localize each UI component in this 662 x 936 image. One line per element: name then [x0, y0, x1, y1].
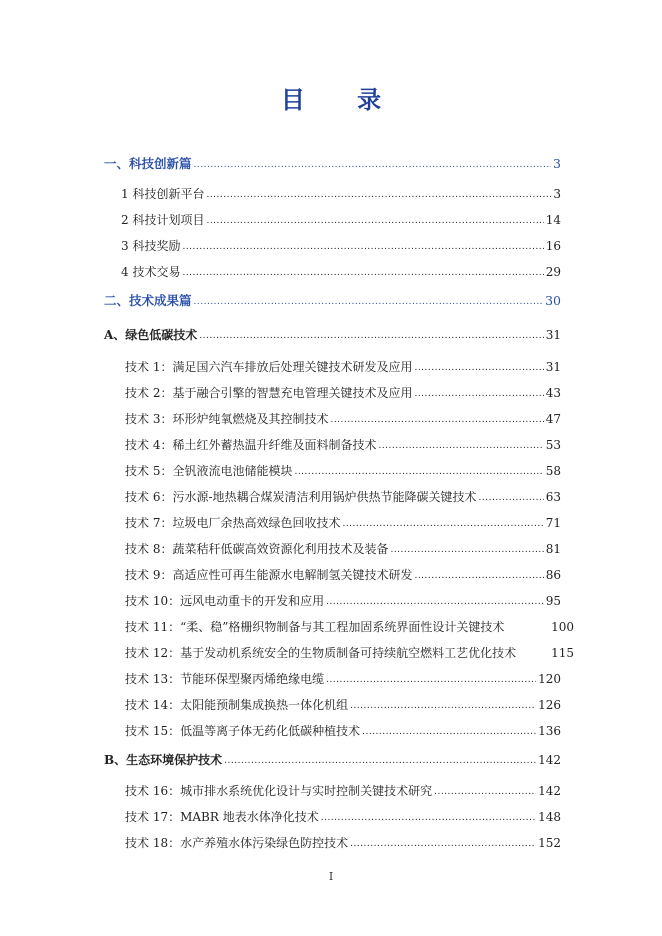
toc-leader-dots	[414, 565, 543, 585]
toc-entry-tech[interactable]	[125, 592, 561, 610]
toc-leader-dots	[199, 325, 543, 345]
toc-page-number: 29	[545, 265, 561, 279]
toc-entry-tech[interactable]	[125, 540, 561, 558]
toc-entry-label: 技术 4：稀土红外蓄热温升纤维及面料制备技术	[125, 438, 377, 452]
toc-entry-tech[interactable]	[125, 644, 574, 662]
toc-leader-dots	[479, 487, 544, 507]
toc-entry-label: 一、科技创新篇	[104, 156, 192, 171]
toc-entry-tech[interactable]	[125, 488, 561, 506]
toc-entry-label: 技术 6：污水源-地热耦合煤炭清洁利用锅炉供热节能降碳关键技术	[125, 490, 477, 504]
toc-entry-part1[interactable]	[104, 155, 561, 173]
toc-entry-tech[interactable]	[125, 384, 561, 402]
toc-leader-dots	[294, 461, 543, 481]
toc-entry-label: B、生态环境保护技术	[104, 753, 223, 767]
toc-leader-dots	[206, 184, 551, 204]
toc-entry-tech[interactable]	[125, 670, 561, 688]
toc-entry-label: 技术 2：基于融合引擎的智慧充电管理关键技术及应用	[125, 386, 413, 400]
toc-entry-category-b[interactable]	[104, 751, 561, 769]
toc-leader-dots	[330, 409, 543, 429]
toc-entry-sub[interactable]	[121, 185, 561, 203]
toc-leader-dots	[342, 513, 543, 533]
toc-entry-label: 1 科技创新平台	[121, 187, 205, 201]
toc-entry-tech[interactable]	[125, 722, 561, 740]
toc-page-number: 3	[553, 187, 561, 201]
toc-entry-label: 技术 11：“柔、稳”格栅织物制备与其工程加固系统界面性设计关键技术	[125, 620, 505, 634]
toc-entry-label: 技术 16：城市排水系统优化设计与实时控制关键技术研究	[125, 784, 433, 798]
toc-leader-dots	[194, 291, 544, 311]
toc-page-number: 3	[553, 156, 561, 171]
toc-entry-tech[interactable]	[125, 808, 561, 826]
toc-entry-label: 二、技术成果篇	[104, 293, 192, 308]
toc-leader-dots	[224, 750, 536, 770]
toc-page-number: 95	[545, 594, 561, 608]
toc-leader-dots	[326, 669, 536, 689]
toc-entry-tech[interactable]	[125, 410, 561, 428]
toc-leader-dots	[350, 695, 536, 715]
toc-entry-label: 技术 8：蔬菜秸秆低碳高效资源化利用技术及装备	[125, 542, 389, 556]
toc-entry-label: 技术 14：太阳能预制集成换热一体化机组	[125, 698, 349, 712]
toc-entry-label: 4 技术交易	[121, 265, 181, 279]
toc-page-number: 120	[538, 672, 561, 686]
toc-entry-label: 技术 17：MABR 地表水体净化技术	[125, 810, 319, 824]
toc-entry-label: 3 科技奖励	[121, 239, 181, 253]
toc-entry-sub[interactable]	[121, 263, 561, 281]
toc-entry-part2[interactable]	[104, 292, 561, 310]
toc-entry-label: 技术 5：全钒液流电池储能模块	[125, 464, 293, 478]
toc-page-number: 71	[545, 516, 561, 530]
toc-leader-dots	[434, 781, 536, 801]
toc-entry-tech[interactable]	[125, 834, 561, 852]
toc-entry-label: 技术 3：环形炉纯氧燃烧及其控制技术	[125, 412, 329, 426]
toc-entry-label: 技术 18：水产养殖水体污染绿色防控技术	[125, 836, 349, 850]
toc-page-number: 100	[551, 620, 574, 634]
toc-entry-label: 技术 10：远风电动重卡的开发和应用	[125, 594, 325, 608]
toc-page-number: 142	[538, 784, 561, 798]
toc-page-number: 14	[545, 213, 561, 227]
toc-entry-label: 技术 1：满足国六汽车排放后处理关键技术研发及应用	[125, 360, 413, 374]
toc-leader-dots	[321, 807, 536, 827]
toc-page-number: 63	[545, 490, 561, 504]
toc-leader-dots	[182, 236, 543, 256]
toc-page-number: 30	[545, 293, 561, 308]
toc-leader-dots	[362, 721, 536, 741]
toc-entry-category-a[interactable]	[104, 326, 561, 344]
toc-entry-label: 技术 7：垃圾电厂余热高效绿色回收技术	[125, 516, 341, 530]
toc-entry-tech[interactable]	[125, 358, 561, 376]
toc-leader-dots	[414, 383, 543, 403]
toc-page-number: 31	[545, 328, 561, 342]
toc-page-number: 115	[551, 646, 574, 660]
toc-entry-label: 技术 9：高适应性可再生能源水电解制氢关键技术研发	[125, 568, 413, 582]
toc-entry-tech[interactable]	[125, 618, 574, 636]
toc-leader-dots	[182, 262, 543, 282]
toc-leader-dots	[414, 357, 543, 377]
toc-page-number: 152	[538, 836, 561, 850]
toc-page-number: 142	[538, 753, 561, 767]
toc-entry-label: 2 科技计划项目	[121, 213, 205, 227]
toc-entry-label: 技术 15：低温等离子体无药化低碳种植技术	[125, 724, 361, 738]
toc-entry-tech[interactable]	[125, 782, 561, 800]
toc-entry-sub[interactable]	[121, 211, 561, 229]
toc-entry-label: 技术 13：节能环保型聚丙烯绝缘电缆	[125, 672, 325, 686]
toc-entry-tech[interactable]	[125, 696, 561, 714]
toc-entry-tech[interactable]	[125, 514, 561, 532]
toc-leader-dots	[350, 833, 536, 853]
toc-page-number: 126	[538, 698, 561, 712]
toc-entry-label: A、绿色低碳技术	[104, 328, 198, 342]
toc-page-number: 148	[538, 810, 561, 824]
toc-leader-dots	[378, 435, 543, 455]
toc-page-number: 43	[545, 386, 561, 400]
toc-page-number: 58	[545, 464, 561, 478]
toc-leader-dots	[390, 539, 543, 559]
toc-page-number: 31	[545, 360, 561, 374]
toc-leader-dots	[326, 591, 544, 611]
toc-entry-tech[interactable]	[125, 566, 561, 584]
toc-page-number: 53	[545, 438, 561, 452]
toc-page-number: 47	[545, 412, 561, 426]
page-title: 目 录	[280, 85, 404, 114]
toc-page-number: 81	[545, 542, 561, 556]
toc-entry-tech[interactable]	[125, 436, 561, 454]
toc-entry-label: 技术 12：基于发动机系统安全的生物质制备可持续航空燃料工艺优化技术	[125, 646, 517, 660]
toc-entry-sub[interactable]	[121, 237, 561, 255]
toc-leader-dots	[194, 154, 552, 174]
toc-page-number: 16	[545, 239, 561, 253]
toc-leader-dots	[206, 210, 543, 230]
toc-entry-tech[interactable]	[125, 462, 561, 480]
toc-page-number: 86	[545, 568, 561, 582]
page-number-footer: I	[328, 870, 334, 883]
toc-page-number: 136	[538, 724, 561, 738]
